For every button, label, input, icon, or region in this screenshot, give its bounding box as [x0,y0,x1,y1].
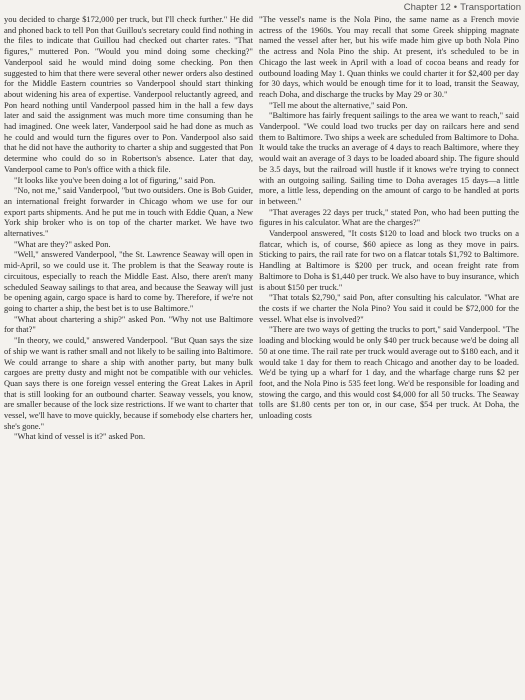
paragraph: "What about chartering a ship?" asked Pon. "Why not use Baltimore for that?" [4,313,253,335]
header-bullet: • [453,2,458,13]
paragraph: Vanderpool answered, "It costs $120 to load and block two trucks on a flatcar, which is, of course, $60 apiece as long as they move in pairs. Sticking to pairs, the rail rate for two on a flatcar totals $1,792 to Baltimore. Handling at Baltimore is $200 per truck, and ocean freight rate from Baltimore to Doha is $1,440 per truck. We also have to buy insurance, which is about $150 per truck." [259,228,519,292]
paragraph: "That averages 22 days per truck," stated Pon, who had been putting the figures in his calculator. What are the charges?" [259,206,519,228]
chapter-number: Chapter 12 [403,2,451,13]
paragraph: "Tell me about the alternative," said Pon. [269,99,408,110]
left-column [4,14,253,442]
paragraph: "In theory, we could," answered Vanderpool. "But Quan says the size of ship we want is rather small and not likely to be sailing into Baltimore. We could arrange to share a ship with another party, but many bulk cargoes are pretty dusty and might not be compatible with our vehicles. Quan says there is one foreign vessel entering the Great Lakes in April that is still looking for an outbound charter. Seaway vessels, you know, are smaller because of the lock size restrictions. If we want to charter that vessel, we'll have to move quickly, because if somebody else charters her, she's gone." [4,335,253,431]
chapter-title: Transportation [460,2,521,13]
paragraph: "No, not me," said Vanderpool, "but two outsiders. One is Bob Guider, an international freight forwarder in Chicago whom we use for our export parts shipments. And he put me in touch with Eddie Quan, a New York ship broker who is on top of the charter market. We have two alternatives." [4,185,253,239]
paragraph: you decided to charge $172,000 per truck, but I'll check further." He did and phoned back to tell Pon that Guillou's secretary could find nothing in the files to indicate that Guillou had checked out charter rates. "That figures," muttered Pon. "Would you mind doing some checking?" Vanderpool said he would mind doing some checking. Pon then suggested to him that there were several other newer orders also destined for the Middle Eastern countries so Vanderpool should start thinking about widening his area of expertise. Vanderpool reluctantly agreed, and Pon heard nothing until Vanderpool passed him in the hall a few days later and said the assignment was much more time consuming than he had imagined. One week later, Vanderpool said he had done as much as he could and would turn the figures over to Pon. Vanderpool also said that he did not have the authority to charter a ship and suggested that Pon determine who could do so in Robertson's absence. Later that day, Vanderpool came to Pon's office with a thick file. [4,14,253,174]
running-header [404,2,521,13]
paragraph: "There are two ways of getting the trucks to port," said Vanderpool. "The loading and blocking would be only $40 per truck because we'd be doing all 50 at one time. The rail rate per truck would average out to $180 each, and it would take 1 day for them to reach Chicago and another day to be loaded. We'd be tying up a wharf for 1 day, and the wharfage charge runs $2 per foot, and the Nola Pino is 535 feet long. We'd be responsible for loading and stowing the cargo, and this would cost $4,000 for all 50 trucks. The Seaway tolls are $1.80 cents per ton or, in our case, $54 per truck. At Doha, the unloading costs [259,324,519,421]
paragraph: "What are they?" asked Pon. [14,238,111,249]
right-column [259,14,519,421]
paragraph: "Baltimore has fairly frequent sailings to the area we want to reach," said Vanderpool. "We could load two trucks per day on railcars here and send them to Baltimore. Two ships a week are scheduled from Baltimore to Doha. It would take the trucks an average of 4 days to reach Baltimore, where they would wait an average of 3 days to be loaded aboard ship. The figure should be 3.5 days, but the railroad will hustle if it knows we're trying to connect with an outgoing sailing. Sailing time to Doha averages 15 days—a little more, a little less, depending on the amount of cargo to be handled at ports in between." [259,110,519,206]
paragraph: "What kind of vessel is it?" asked Pon. [14,431,146,442]
paragraph: "The vessel's name is the Nola Pino, the same name as a French movie actress of the 1960s. You may recall that some Greek shipping magnate named the vessel after her, but his wife made him give up both Nola Pino the actress and Nola Pino the ship. At present, it's scheduled to be in Chicago the last week in April with a load of cocoa beans and ready for outbound loading May 1. Quan thinks we could charter it for $2,400 per day for 30 days, which would be enough time for it to load, transit the Seaway, reach Doha, and discharge the trucks by May 29 or 30." [259,14,519,99]
paragraph: "It looks like you've been doing a lot of figuring," said Pon. [14,174,216,185]
paragraph: "That totals $2,790," said Pon, after consulting his calculator. "What are the costs if we charter the Nola Pino? You said it could be $72,000 for the vessel. What else is involved?" [259,292,519,324]
paragraph: "Well," answered Vanderpool, "the St. Lawrence Seaway will open in mid-April, so we could use it. The problem is that the Seaway route is circuitous, especially to reach the Middle East. Also, there aren't many scheduled Seaway sailings to that area, and because the Seaway will just be opening again, cargo space is hard to come by. Therefore, if we're not going to charter a ship, the best bet is to use Baltimore." [4,249,253,313]
